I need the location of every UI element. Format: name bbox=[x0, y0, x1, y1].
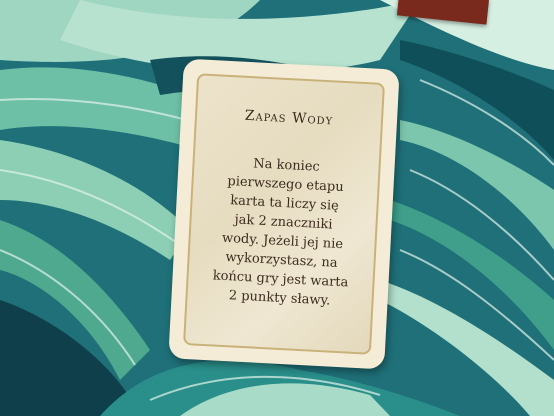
water-supply-card[interactable] bbox=[168, 59, 399, 370]
card-text-line: końcu gry jest warta bbox=[212, 268, 349, 291]
card-text bbox=[203, 152, 363, 312]
card-text-line: karta ta liczy się bbox=[229, 193, 340, 214]
card-title: Zapas Wody bbox=[244, 107, 334, 129]
card-text-line: jak 2 znaczniki bbox=[234, 212, 333, 233]
card-text-line: pierwszego etapu bbox=[227, 174, 345, 196]
card-text-line: wody. Jeżeli jej nie bbox=[221, 230, 344, 253]
card-text-line: Na koniec bbox=[252, 156, 321, 175]
card-text-line: 2 punkty sławy. bbox=[228, 288, 331, 309]
card-text-line: wykorzystasz, na bbox=[225, 250, 338, 271]
card-frame bbox=[183, 73, 385, 354]
